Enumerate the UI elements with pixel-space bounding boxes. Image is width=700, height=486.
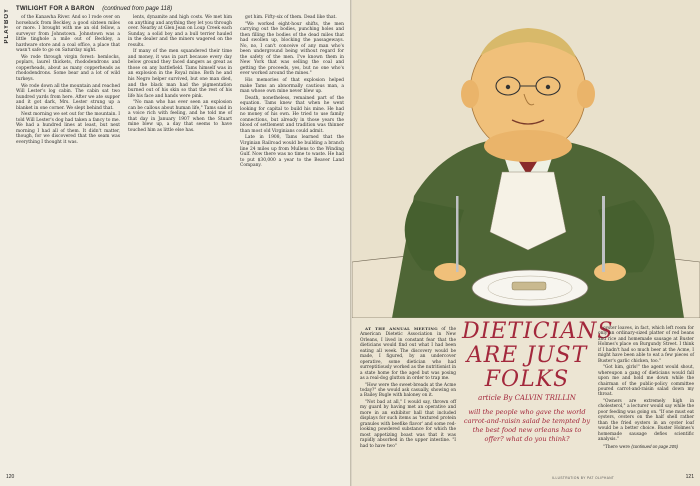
page-number-left: 120 [6,474,15,480]
deck: will the people who gave the world carrot-and-raisin salad be tempted by the best food new orleans has to offer? what do you think? [463,408,591,443]
article-header [16,6,346,12]
lead-paragraph-text: of the American Dietetic Association in New Orleans, I lived in constant fear that the dieticians would find out what I had been eating all week. The discovery would be made, I figured, by an undercover operative, some dietician who had surreptitiously worked as the nutritionist in a state home for the aged but was posing as a real-dog glutton in order to trap me. [360,327,457,382]
byline: article By CALVIN TRILLIN [478,394,576,402]
illustration-diner-with-plate [352,0,700,318]
right-column-1 [360,326,456,450]
knife [602,196,605,272]
food-on-plate [512,282,546,290]
right-eye [546,85,550,89]
left-eye [506,85,510,89]
paragraph [598,444,694,450]
paragraph: "Owners are extremely high in cholesterol," a lecturer would say while the poor feeding was going on. "If one must eat oysters, ovsters on the half shell rather than the fried oysters in an oyster loaf would be a better choice. Buster Holmes's homemade sausage defies scientific analysis." [598,398,694,443]
right-ear [577,80,595,108]
paragraph: "Not bad at all," I would say, thrown off my guard by having met an operative and more in an exhibitor hall that included displays for such items as 'textured protein granules with beefike flavor' and some red-looking powdered substance for which the most appetizing boast was that it was rapidly absorbed in the upper intestine. "I had to have two" [360,399,456,449]
paragraph: If many of the men squandered their time and money, it was in part because every day below ground they faced dangers as great as those on any battlefield. Tams himself was in an explosion in the Royal mine. Both he and his Negro helper survived, but one man died, and the black man had the pigmentation burned out of his skin so that the rest of his life his face and hands were pink. [128,49,232,99]
paragraph [360,326,456,382]
paragraph: We rode through virgin forest: hemlocks, poplars, laurel thickets, rhododendrons and copperheads, about as many copperheads as rhododendrons. Some bear and a lot of wild turkeys. [16,54,120,83]
page-number-right: 121 [685,474,694,480]
left-hand [434,263,466,281]
article-title: DIETICIANS ARE JUST FOLKS [462,319,614,392]
paragraph: "Got him, girls!" the agent would shout, whereupon a gang of dieticians would fall upon me and hold me down while the chairman of the public-policy committee poured carrot-and-raisin salad down my throat. [598,365,694,398]
paragraph: of the Kanawha River. And so I rode over on horseback from Beckley, a good sixteen miles or more. I brought with me an old fellow, a surveyor from Johnstown. Johnstown was a little tinghole a mile out of Beckley, a hardware store and a coal office, a place that wasn't safe to go on Saturday night. [16,15,120,54]
left-column-2 [128,15,232,134]
paragraph: His memories of that explosion helped make Tams an abnormally cautious man, a man whose own mine never blew up. [240,78,344,95]
paragraph: We rode down all the mountain and reached Will Lester's log cabin. The cabin sat two hundred yards from here. After we ate supper and it got dark, Mrs. Lester strung up a blanket in one corner. We slept behind that. [16,83,120,111]
left-column-3 [240,15,344,170]
paragraph: "We worked eight-hour shifts, the men carrying out the bodies, punching holes and then filling the bodies of the dead miles that had swollen up, blocking the passageways. No, no, I can't conceive of any man who's been underground being without regard for the safety of the men. I've known them in New York that was selling the coal and getting the proceeds, yes, but no one who's ever worked around the mines." [240,21,344,77]
paragraph: got him. Fifty-six of them. Dead like that. [245,15,337,20]
right-hand [594,263,626,281]
paragraph: oyster loaves, in fact, which left room for only an ordinary-sized platter of red beans and rice and homemade sausage at Buster Holmes's place on Burgundy Street. I think if I hadn't had so much beer at the Acme, I might have been able to eat a few pieces of Buster's garlic chicken, too." [598,326,694,364]
paragraph: Next morning we set out for the mountain. I told Will Lester's dog had taken a fancy to me. We had a hundred lines at least, but next morning I had all of them. It didn't matter, though, for we discovered that the seam was everything I thought it was. [16,112,120,146]
magazine-name-vertical: PLAYBOY [4,8,10,44]
article-kicker: TWILIGHT FOR A BARON [16,6,95,12]
title-block [462,319,614,444]
paragraph: lents, dynamite and high costs. We met him on anything and anything they let you through over. Nearby at Glen Jean on Loup Creek each Sunday, a solid boy and a bull terrier hauled in the dealer and the miners wagered on the results. [128,15,232,48]
illustration-credit: ILLUSTRATION BY PAT OLIPHANT [552,476,615,480]
paragraph: "How were the sweet-breads at the Acme today?" she would ask casually, showing on a Bailey Bugle with baloney on it. [360,382,456,399]
paragraph: "No man who has ever seen an explosion can be callous about human life," Tams said in a voice rich with feeling, and he told me of that day in January 1907 when the Stuart mine blew up, a day that seems to have touched him as little else has. [128,100,232,133]
continued-on: (continued on page 205) [631,443,678,449]
right-column-2 [598,326,694,451]
double-chin [484,130,572,162]
fork [456,196,459,272]
left-column-1 [16,15,120,147]
paragraph-text: "There were [603,444,630,450]
right-page [352,0,700,486]
left-ear [461,80,479,108]
lead-in-caps: AT THE ANNUAL MEETING [365,326,438,331]
continued-from: (continued from page 118) [102,6,173,12]
paragraph: Death, nonetheless, remained part of the equation. Tams knew that when he went looking for capital to build his mine. He had no money of his own. He tried to use family connections, but already in those years the blood of settlement and tradition was thinner than most old Virginians could admit. [240,95,344,134]
paragraph: Late in 1908, Tams learned that the Virginian Railroad would be building a branch line 24 miles up from Mullens to the Winding Gulf. Now there was no time to waste. He had to put $30,000 a year to the Beaver Land Company. [240,135,344,169]
